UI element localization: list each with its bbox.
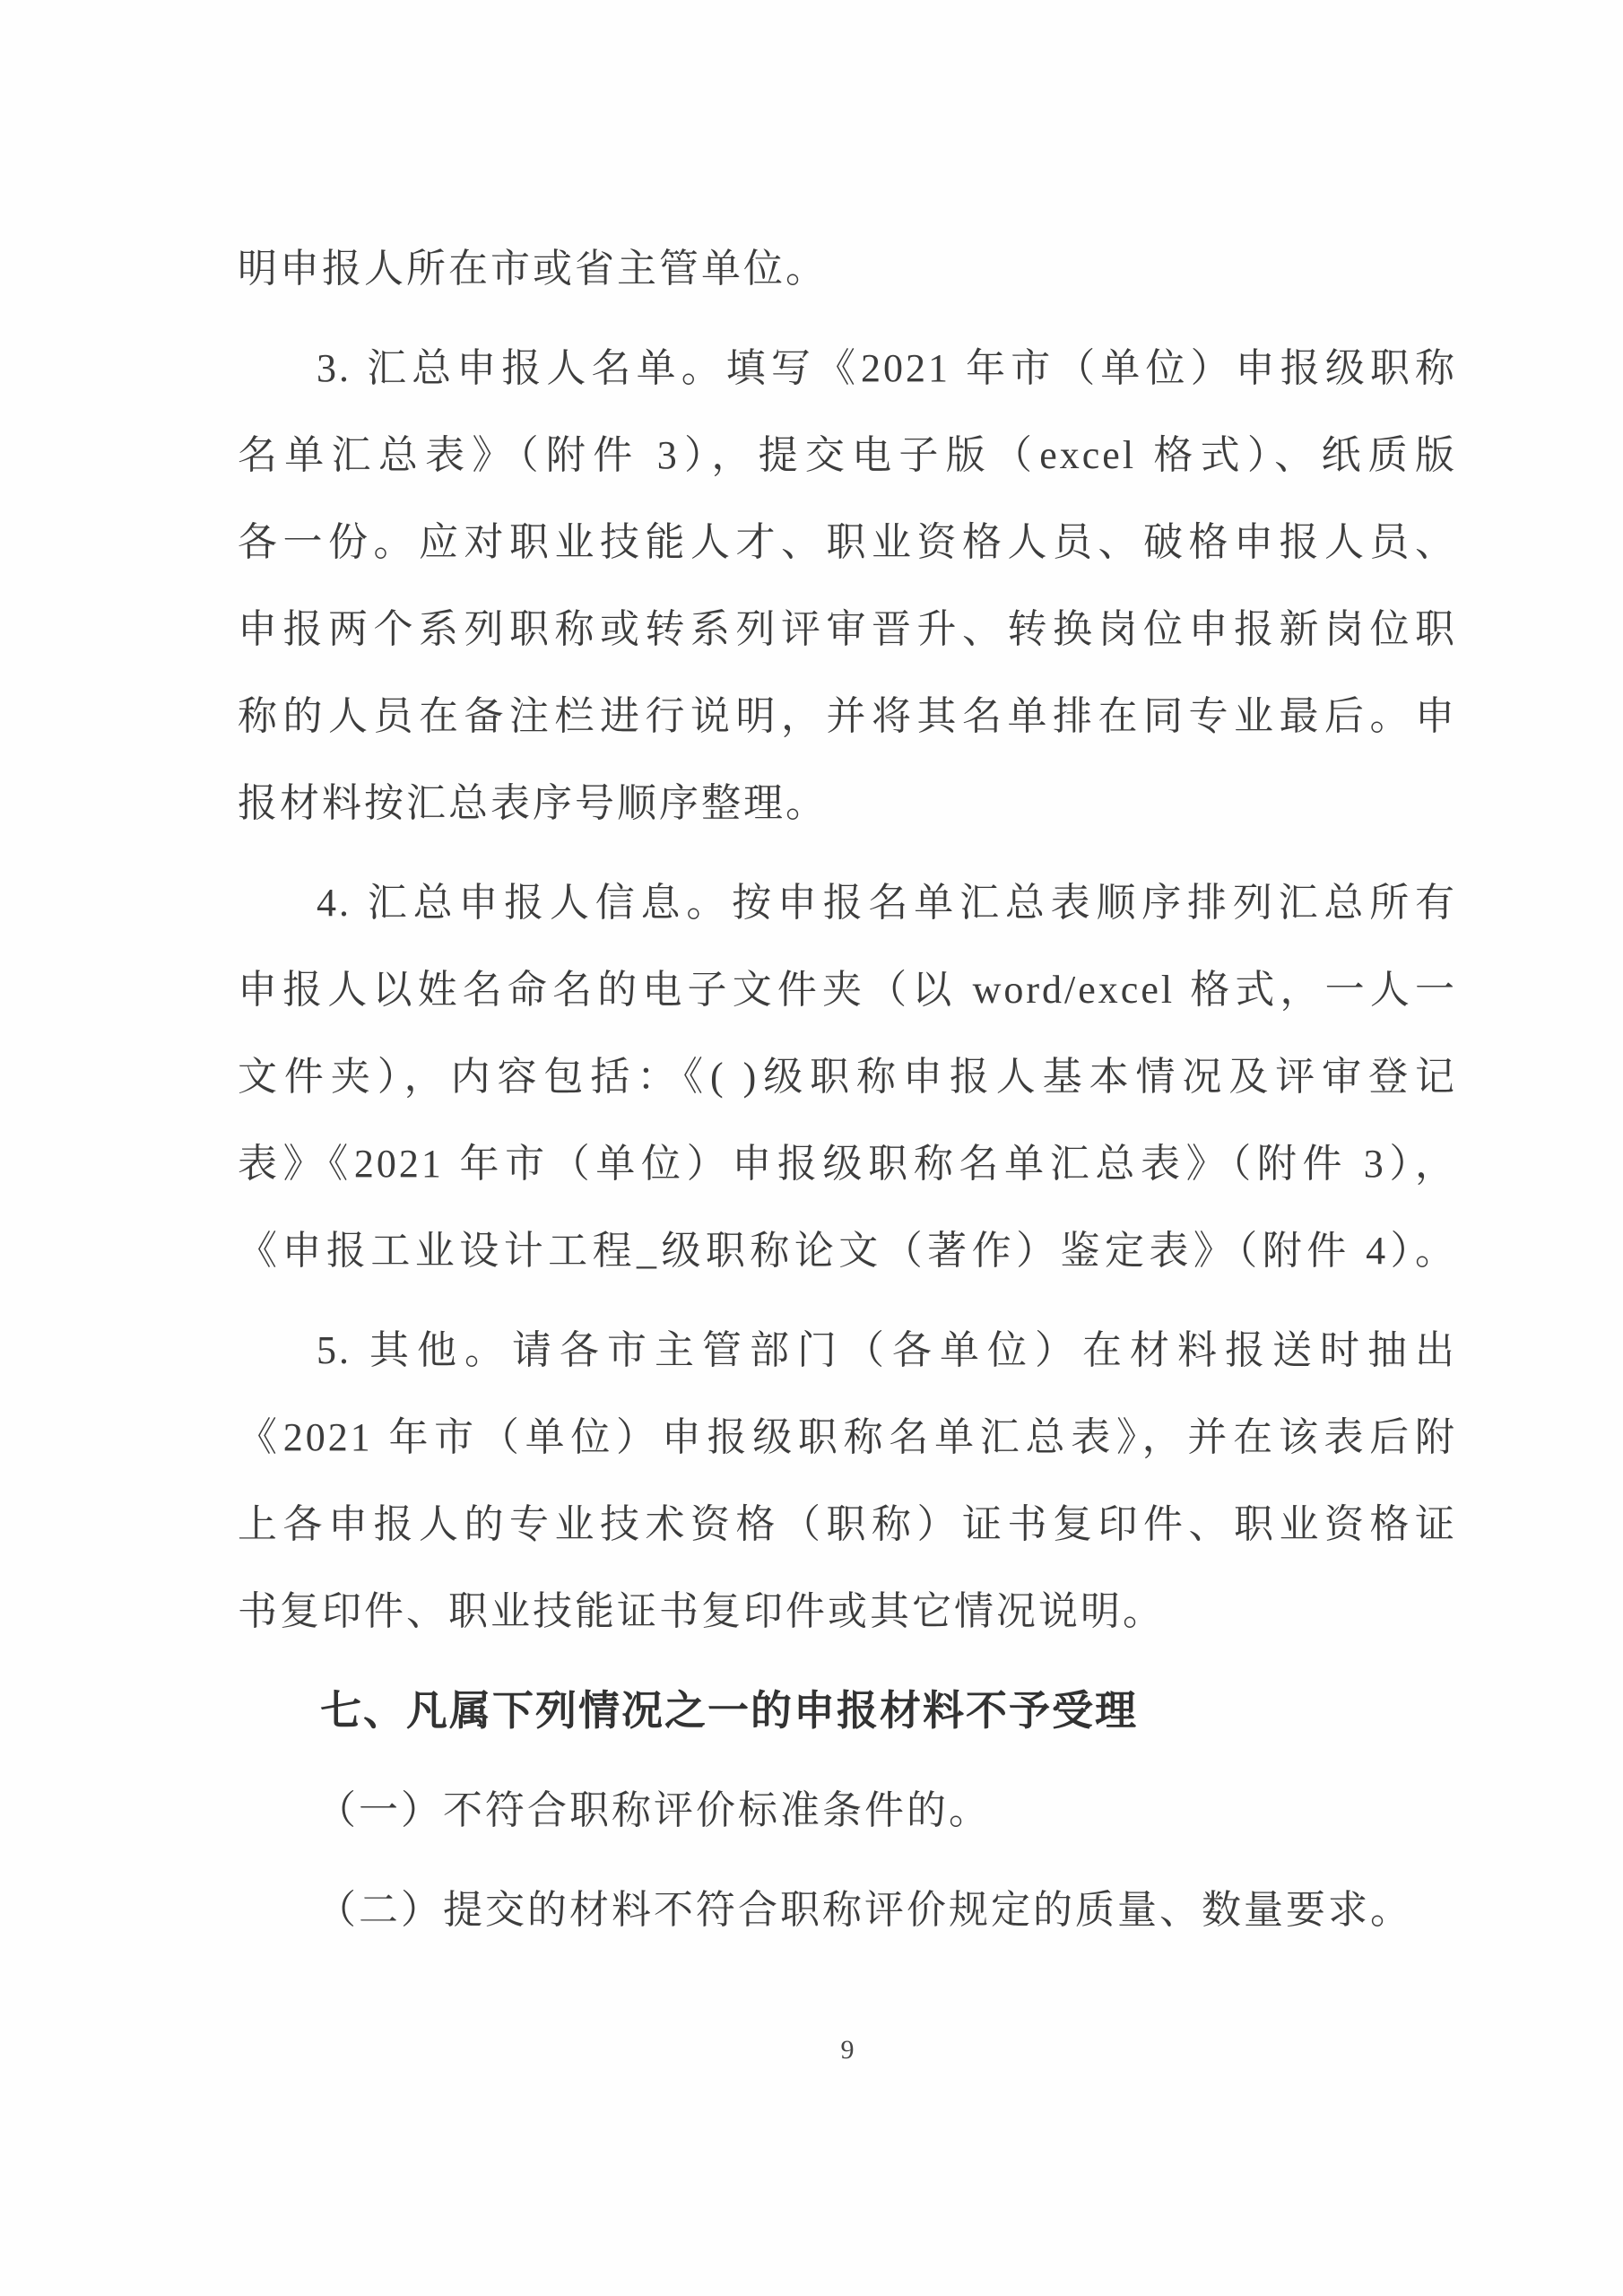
text-line: （一）不符合职称评价标准条件的。: [317, 1788, 991, 1832]
text-line: 上各申报人的专业技术资格（职称）证书复印件、职业资格证: [238, 1502, 1457, 1546]
text-line: （二）提交的材料不符合职称评价规定的质量、数量要求。: [317, 1888, 1412, 1932]
document-body: [238, 225, 1457, 2068]
text-line: 各一份。应对职业技能人才、职业资格人员、破格申报人员、: [238, 520, 1457, 564]
text-line: 报材料按汇总表序号顺序整理。: [238, 781, 828, 825]
text-line: 申报两个系列职称或转系列评审晋升、转换岗位申报新岗位职: [238, 607, 1457, 651]
text-line: 3. 汇总申报人名单。填写《2021 年市（单位）申报级职称: [317, 346, 1457, 390]
text-line: 申报人以姓名命名的电子文件夹（以 word/excel 格式，一人一: [238, 968, 1457, 1012]
text-line: 称的人员在备注栏进行说明，并将其名单排在同专业最后。申: [238, 694, 1457, 738]
text-line: 名单汇总表》（附件 3），提交电子版（excel 格式）、纸质版: [238, 433, 1457, 477]
text-line: 文件夹），内容包括：《( )级职称申报人基本情况及评审登记: [238, 1055, 1457, 1099]
text-line: 明申报人所在市或省主管单位。: [238, 247, 828, 291]
text-line: 5. 其他。请各市主管部门（各单位）在材料报送时抽出: [317, 1328, 1457, 1372]
text-line: 书复印件、职业技能证书复印件或其它情况说明。: [238, 1589, 1165, 1633]
section-heading: 七、凡属下列情况之一的申报材料不予受理: [320, 1687, 1138, 1734]
text-line: 《申报工业设计工程_级职称论文（著作）鉴定表》（附件 4）。: [238, 1229, 1457, 1273]
text-line: 表》《2021 年市（单位）申报级职称名单汇总表》（附件 3），: [238, 1142, 1457, 1186]
text-line: 《2021 年市（单位）申报级职称名单汇总表》，并在该表后附: [238, 1415, 1457, 1459]
text-line: 4. 汇总申报人信息。按申报名单汇总表顺序排列汇总所有: [317, 881, 1457, 925]
page-number: 9: [840, 2035, 855, 2065]
